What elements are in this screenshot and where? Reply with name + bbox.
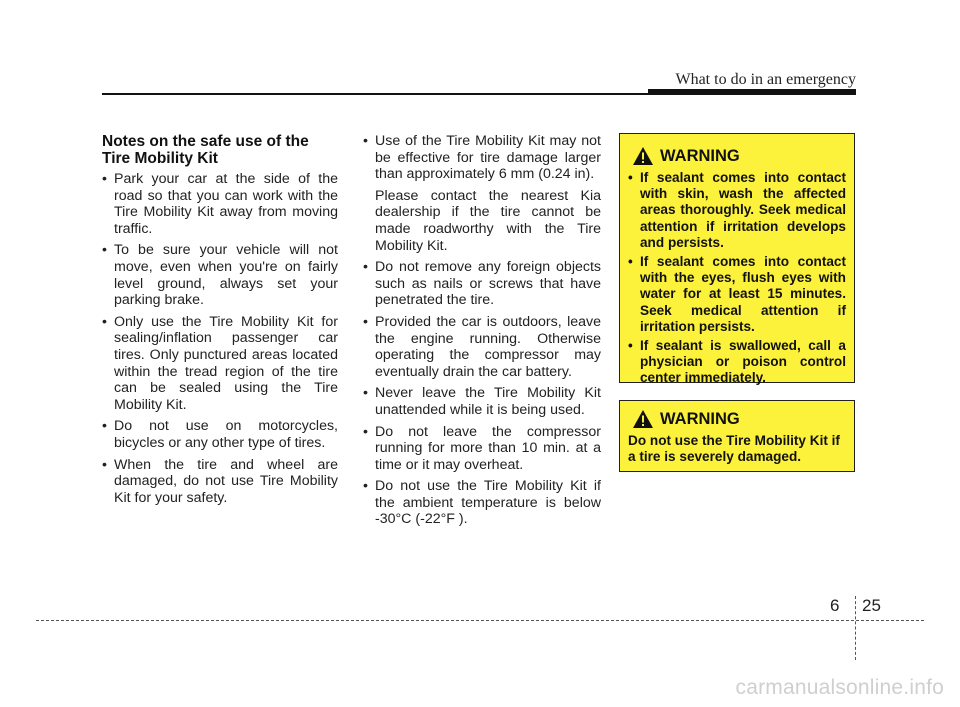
list-item: • Only use the Tire Mobility Kit for sealing/inflation passenger car tires. Only punctured areas located within the tread region of the tire can be sealed using the Tire Mobility Kit. xyxy=(102,314,338,414)
list-item: • Do not remove any foreign objects such as nails or screws that have penetrated the tire. xyxy=(363,259,601,309)
middle-bullet-list xyxy=(363,133,601,528)
warning-title: WARNING xyxy=(660,410,740,428)
left-column xyxy=(102,133,338,511)
heading-line-2: Tire Mobility Kit xyxy=(102,150,218,167)
watermark: carmanualsonline.info xyxy=(735,676,944,699)
bullet-paragraph: Please contact the nearest Kia dealership if the tire cannot be made roadworthy with the Tire Mobility Kit. xyxy=(375,187,601,254)
warning-title: WARNING xyxy=(660,147,740,165)
warning-header xyxy=(632,409,846,429)
warning-header xyxy=(632,146,846,166)
section-heading xyxy=(102,133,338,167)
list-item: • If sealant comes into contact with skin, wash the affected areas thoroughly. Seek medical attention if irritation develops and persists. xyxy=(628,170,846,251)
list-item: • Do not use on motorcycles, bicycles or any other type of tires. xyxy=(102,418,338,451)
list-item: • To be sure your vehicle will not move, even when you're on fairly level ground, always set your parking brake. xyxy=(102,242,338,308)
section-title: What to do in an emergency xyxy=(675,71,856,88)
warning-text: Do not use the Tire Mobility Kit if a tire is severely damaged. xyxy=(628,433,840,465)
list-item: • Do not use the Tire Mobility Kit if the ambient temperature is below -30°C (-22°F ). xyxy=(363,478,601,528)
list-item: • Park your car at the side of the road so that you can work with the Tire Mobility Kit away from moving traffic. xyxy=(102,171,338,237)
warning-bullet-list xyxy=(628,170,846,387)
page-number: 25 xyxy=(862,596,881,615)
warning-box xyxy=(619,133,855,386)
warning-box-2 xyxy=(619,400,855,472)
list-item: • When the tire and wheel are damaged, do not use Tire Mobility Kit for your safety. xyxy=(102,457,338,507)
warning-triangle-icon xyxy=(632,146,654,166)
middle-column xyxy=(363,133,601,533)
heading-line-1: Notes on the safe use of the xyxy=(102,133,309,150)
bullet-text: Use of the Tire Mobility Kit may not be effective for tire damage larger than approximately 6 mm (0.24 in). xyxy=(375,133,601,183)
header-rule xyxy=(102,93,856,95)
left-bullet-list xyxy=(102,171,338,506)
warning-triangle-icon xyxy=(632,409,654,429)
list-item: • Do not leave the compressor running for more than 10 min. at a time or it may overheat. xyxy=(363,424,601,474)
list-item: • Provided the car is outdoors, leave the engine running. Otherwise operating the compressor may eventually drain the car battery. xyxy=(363,314,601,380)
footer-rule xyxy=(36,620,924,621)
chapter-number: 6 xyxy=(830,596,840,615)
list-item: • If sealant comes into contact with the eyes, flush eyes with water for at least 15 minutes. Seek medical attention if irritation persists. xyxy=(628,254,846,335)
list-item: • If sealant is swallowed, call a physician or poison control center immediately. xyxy=(628,338,846,387)
list-item xyxy=(363,133,601,254)
footer-divider xyxy=(855,596,856,660)
list-item: • Never leave the Tire Mobility Kit unattended while it is being used. xyxy=(363,385,601,418)
